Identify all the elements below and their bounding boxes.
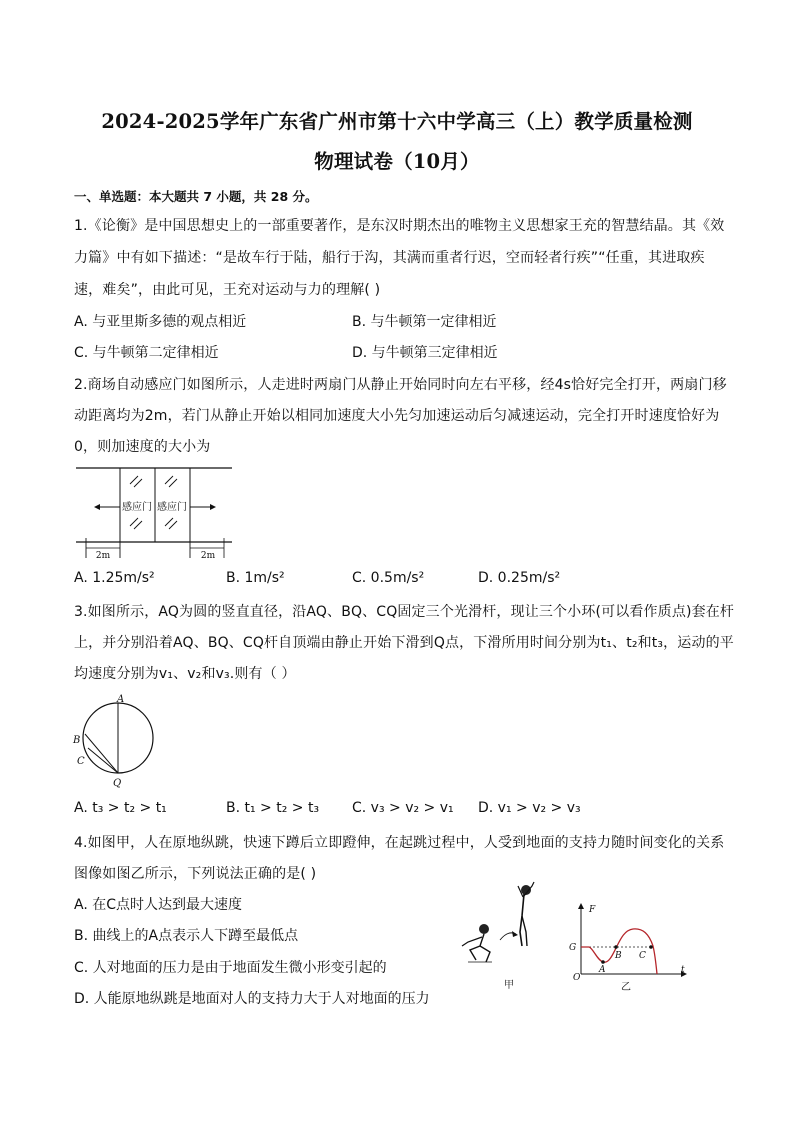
q1-option-c: C. 与牛顿第二定律相近: [74, 345, 219, 361]
q4-option-d: D. 人能原地纵跳是地面对人的支持力大于人对地面的压力: [74, 991, 430, 1007]
dim-left-label: 2m: [95, 551, 111, 561]
force-time-graph: [565, 898, 690, 995]
g-label: G: [569, 943, 577, 953]
q3-option-b: B. t₁ > t₂ > t₃: [226, 800, 320, 816]
point-c-graph-label: C: [639, 951, 646, 961]
axis-t-label: t: [681, 965, 685, 975]
q4-option-c: C. 人对地面的压力是由于地面发生微小形变引起的: [74, 960, 387, 976]
q1-option-b: B. 与牛顿第一定律相近: [352, 314, 497, 330]
q2-line-1: 2.商场自动感应门如图所示，人走进时两扇门从静止开始同时向左右平移，经4s恰好完全打开，两扇门移: [74, 377, 727, 393]
q1-option-d: D. 与牛顿第三定律相近: [352, 345, 498, 361]
point-b-label: B: [73, 735, 81, 746]
q3-option-d: D. v₁ > v₂ > v₃: [478, 800, 581, 816]
axis-f-label: F: [589, 905, 596, 915]
q4-line-2: 图像如图乙所示，下列说法正确的是( ): [74, 866, 317, 882]
q1-line-2: 力篇》中有如下描述：“是故车行于陆，船行于沟，其满而重者行迟，空而轻者行疾”“任重，其进取疾: [74, 250, 705, 266]
q2-option-d: D. 0.25m/s²: [478, 570, 561, 586]
figure-jia-caption: 甲: [504, 980, 514, 991]
door-left-label: 感应门: [122, 502, 152, 513]
q2-option-b: B. 1m/s²: [226, 570, 285, 586]
q4-option-a: A. 在C点时人达到最大速度: [74, 897, 243, 913]
q1-line-1: 1.《论衡》是中国思想史上的一部重要著作，是东汉时期杰出的唯物主义思想家王充的智慧结晶。其《效: [74, 218, 725, 234]
section-heading: 一、单选题：本大题共 7 小题，共 28 分。: [74, 189, 318, 204]
q4-line-1: 4.如图甲，人在原地纵跳，快速下蹲后立即蹬伸，在起跳过程中，人受到地面的支持力随时间变化的关系: [74, 835, 725, 851]
q3-line-3: 均速度分别为v₁、v₂和v₃.则有（ ）: [74, 666, 296, 682]
point-a-label: A: [117, 694, 125, 705]
figure-yi-caption: 乙: [621, 982, 631, 993]
exam-title-line2: 物理试卷（10月）: [314, 150, 480, 173]
q1-option-a: A. 与亚里斯多德的观点相近: [74, 314, 247, 330]
point-b-graph-label: B: [615, 951, 622, 961]
jump-person-figure: [456, 880, 556, 995]
q3-option-a: A. t₃ > t₂ > t₁: [74, 800, 167, 816]
q2-option-a: A. 1.25m/s²: [74, 570, 155, 586]
point-a-graph-label: A: [599, 965, 606, 975]
sliding-door-figure: [74, 462, 239, 562]
dim-right-label: 2m: [200, 551, 216, 561]
q2-line-3: 0，则加速度的大小为: [74, 439, 211, 455]
circle-rods-figure: [70, 690, 162, 790]
origin-label: O: [573, 973, 581, 983]
q4-option-b: B. 曲线上的A点表示人下蹲至最低点: [74, 928, 299, 944]
exam-title-line1: 2024-2025学年广东省广州市第十六中学高三（上）教学质量检测: [101, 110, 693, 133]
q2-line-2: 动距离均为2m，若门从静止开始以相同加速度大小先匀加速运动后匀减速运动，完全打开时速度恰好为: [74, 408, 720, 424]
point-q-label: Q: [113, 778, 122, 789]
door-right-label: 感应门: [157, 502, 187, 513]
q3-line-2: 上，并分别沿着AQ、BQ、CQ杆自顶端由静止开始下滑到Q点，下滑所用时间分别为t₁、t₂和t₃，运动的平: [74, 635, 734, 651]
q3-line-1: 3.如图所示，AQ为圆的竖直直径，沿AQ、BQ、CQ固定三个光滑杆，现让三个小环(可以看作质点)套在杆: [74, 604, 735, 620]
q3-option-c: C. v₃ > v₂ > v₁: [352, 800, 454, 816]
point-c-label: C: [77, 756, 85, 767]
q2-option-c: C. 0.5m/s²: [352, 570, 425, 586]
q1-line-3: 速，难矣”，由此可见，王充对运动与力的理解( ): [74, 282, 381, 298]
